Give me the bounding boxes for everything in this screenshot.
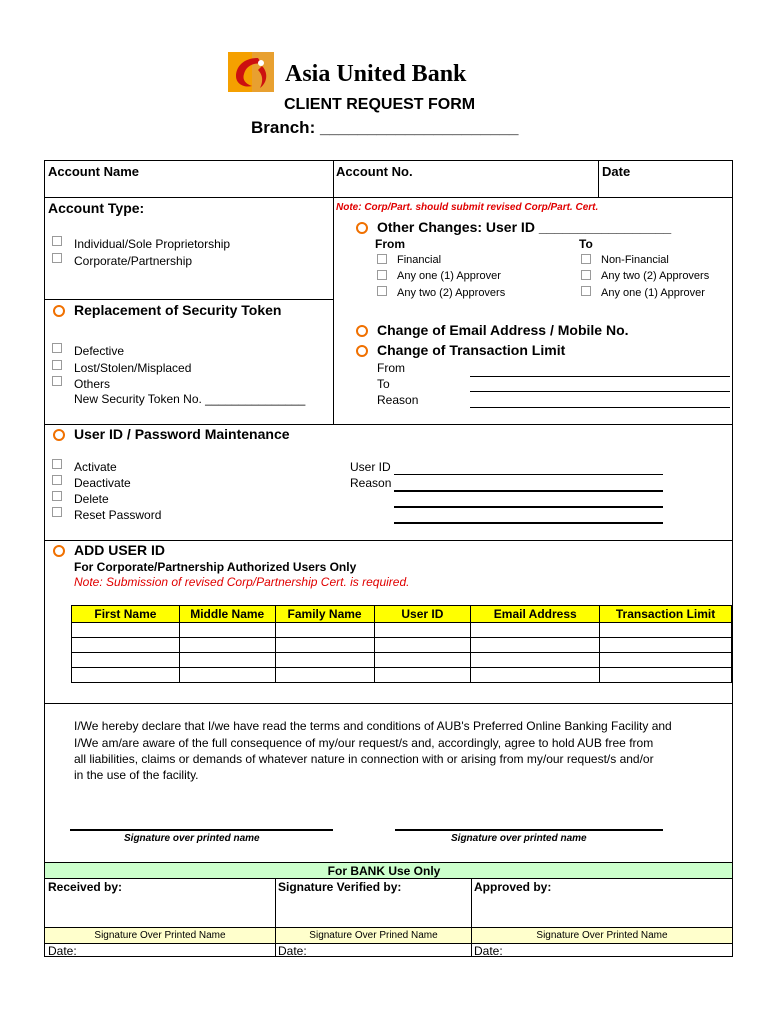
checkbox-to-two-approvers[interactable] [581, 270, 591, 280]
table-cell[interactable] [374, 638, 471, 653]
option-reset-password: Reset Password [74, 508, 162, 522]
signature-line-right[interactable] [395, 829, 663, 831]
option-individual: Individual/Sole Proprietorship [74, 237, 231, 251]
circle-bullet-icon [356, 345, 368, 357]
date-field-approved[interactable]: Date: [474, 944, 503, 958]
reason-line-2[interactable] [394, 506, 663, 508]
table-cell[interactable] [72, 638, 180, 653]
reason-line-3[interactable] [394, 522, 663, 524]
note-corp-cert: Note: Corp/Part. should submit revised Corp/Part. Cert. [336, 202, 599, 213]
from-option: Any one (1) Approver [397, 270, 501, 282]
checkbox-from-one-approver[interactable] [377, 270, 387, 280]
signature-caption-right: Signature over printed name [451, 833, 587, 844]
add-user-table [71, 605, 732, 683]
option-defective: Defective [74, 344, 125, 358]
table-cell[interactable] [179, 653, 275, 668]
to-option: Any one (1) Approver [601, 287, 705, 299]
other-changes-to-label: To [579, 237, 593, 251]
to-option: Non-Financial [601, 254, 669, 266]
table-cell[interactable] [275, 653, 374, 668]
declaration-line: in the use of the facility. [74, 768, 199, 782]
checkbox-defective[interactable] [52, 343, 62, 353]
checkbox-from-two-approvers[interactable] [377, 286, 387, 296]
table-row [72, 623, 732, 638]
form-title: CLIENT REQUEST FORM [284, 96, 476, 113]
declaration-line: I/We hereby declare that I/we have read the terms and conditions of AUB's Preferred Online Banking Facility and [74, 719, 672, 733]
date-field-received[interactable]: Date: [48, 944, 77, 958]
security-token-heading[interactable]: Replacement of Security Token [74, 302, 282, 318]
option-others: Others [74, 377, 111, 391]
received-by-label: Received by: [48, 880, 123, 894]
account-name-label: Account Name [48, 164, 140, 179]
table-cell[interactable] [600, 638, 732, 653]
signature-line-left[interactable] [70, 829, 333, 831]
approved-by-label: Approved by: [474, 880, 552, 894]
checkbox-to-one-approver[interactable] [581, 286, 591, 296]
table-row [72, 668, 732, 683]
from-option: Any two (2) Approvers [397, 287, 506, 299]
reason-label: Reason [350, 476, 392, 490]
column-header: Middle Name [179, 606, 275, 623]
checkbox-reset-password[interactable] [52, 507, 62, 517]
table-cell[interactable] [179, 623, 275, 638]
limit-from-line[interactable] [470, 376, 730, 377]
checkbox-lost[interactable] [52, 360, 62, 370]
option-delete: Delete [74, 492, 109, 506]
user-id-label: User ID [350, 460, 391, 474]
table-cell[interactable] [374, 653, 471, 668]
circle-bullet-icon [53, 305, 65, 317]
circle-bullet-icon [356, 325, 368, 337]
table-cell[interactable] [471, 668, 600, 683]
limit-reason-label: Reason [377, 393, 419, 407]
table-cell[interactable] [179, 668, 275, 683]
other-changes-from-label: From [375, 237, 405, 251]
branch-field[interactable]: Branch: _____________________ [251, 118, 519, 137]
checkbox-corporate[interactable] [52, 253, 62, 263]
column-header: User ID [374, 606, 471, 623]
sig-caption-verified: Signature Over Prined Name [309, 930, 438, 941]
option-lost: Lost/Stolen/Misplaced [74, 361, 192, 375]
table-row [72, 638, 732, 653]
circle-bullet-icon [356, 222, 368, 234]
circle-bullet-icon [53, 545, 65, 557]
to-option: Any two (2) Approvers [601, 270, 710, 282]
table-cell[interactable] [72, 653, 180, 668]
checkbox-others[interactable] [52, 376, 62, 386]
user-maintenance-heading[interactable]: User ID / Password Maintenance [74, 426, 290, 442]
checkbox-from-financial[interactable] [377, 254, 387, 264]
declaration-line: all liabilities, claims or demands of whatever nature in connection with or arising from my/our request/s and/or [74, 752, 654, 766]
declaration-line: I/We am/are aware of the full consequence of my/our request/s and, accordingly, agree to hold AUB free from [74, 736, 654, 750]
signature-verified-label: Signature Verified by: [278, 880, 402, 894]
column-header: Transaction Limit [600, 606, 732, 623]
signature-caption-left: Signature over printed name [124, 833, 260, 844]
table-cell[interactable] [374, 623, 471, 638]
checkbox-delete[interactable] [52, 491, 62, 501]
table-row [72, 653, 732, 668]
table-cell[interactable] [600, 623, 732, 638]
sig-caption-received: Signature Over Printed Name [94, 930, 226, 941]
checkbox-deactivate[interactable] [52, 475, 62, 485]
add-user-subheading: For Corporate/Partnership Authorized Users Only [74, 560, 357, 574]
date-label: Date [602, 164, 631, 179]
checkbox-individual[interactable] [52, 236, 62, 246]
table-cell[interactable] [179, 638, 275, 653]
table-cell[interactable] [471, 638, 600, 653]
account-type-heading: Account Type: [48, 200, 145, 216]
reason-line-1[interactable] [394, 490, 663, 492]
user-id-line[interactable] [394, 474, 663, 475]
option-corporate: Corporate/Partnership [74, 254, 193, 268]
column-header: Family Name [275, 606, 374, 623]
other-changes-heading[interactable]: Other Changes: User ID _________________ [377, 219, 672, 235]
checkbox-to-non-financial[interactable] [581, 254, 591, 264]
sig-caption-approved: Signature Over Printed Name [536, 930, 668, 941]
column-header: Email Address [471, 606, 600, 623]
account-no-label: Account No. [336, 164, 413, 179]
date-field-verified[interactable]: Date: [278, 944, 307, 958]
token-no-field[interactable]: New Security Token No. _______________ [74, 392, 306, 406]
limit-from-label: From [377, 361, 405, 375]
limit-reason-line[interactable] [470, 407, 730, 408]
circle-bullet-icon [53, 429, 65, 441]
table-cell[interactable] [471, 623, 600, 638]
table-cell[interactable] [275, 668, 374, 683]
option-activate: Activate [74, 460, 117, 474]
transaction-limit-heading[interactable]: Change of Transaction Limit [377, 342, 566, 358]
option-deactivate: Deactivate [74, 476, 131, 490]
from-option: Financial [397, 254, 442, 266]
limit-to-label: To [377, 377, 390, 391]
table-cell[interactable] [72, 668, 180, 683]
add-user-heading[interactable]: ADD USER ID [74, 542, 166, 558]
bank-name: Asia United Bank [285, 61, 467, 87]
table-cell[interactable] [600, 653, 732, 668]
checkbox-activate[interactable] [52, 459, 62, 469]
table-cell[interactable] [275, 638, 374, 653]
bank-use-heading: For BANK Use Only [327, 864, 441, 878]
limit-to-line[interactable] [470, 391, 730, 392]
email-change-heading[interactable]: Change of Email Address / Mobile No. [377, 322, 629, 338]
add-user-note: Note: Submission of revised Corp/Partnership Cert. is required. [74, 575, 410, 589]
column-header: First Name [72, 606, 180, 623]
table-cell[interactable] [374, 668, 471, 683]
bank-logo-icon [228, 52, 274, 92]
table-cell[interactable] [275, 623, 374, 638]
table-cell[interactable] [471, 653, 600, 668]
table-cell[interactable] [600, 668, 732, 683]
table-cell[interactable] [72, 623, 180, 638]
